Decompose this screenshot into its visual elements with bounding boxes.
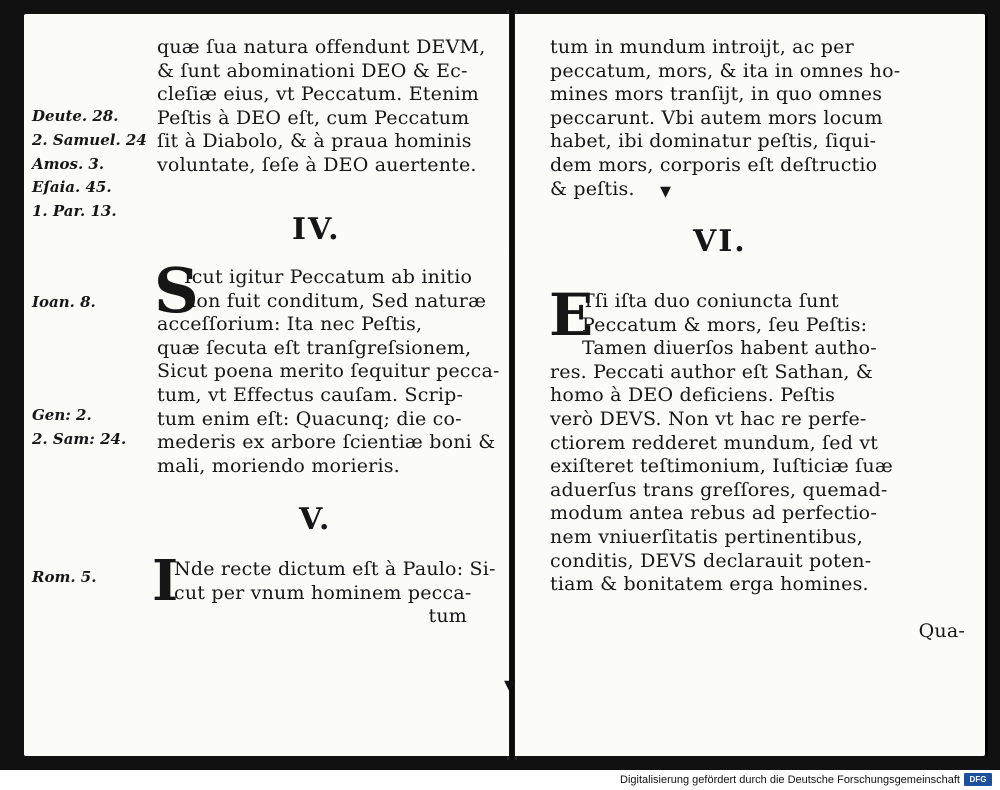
text-line: ctiorem redderet mundum, ſed vt (550, 431, 879, 454)
text-line: exiſteret teſtimonium, Iuſticiæ ſuæ (550, 455, 893, 478)
section-heading-iv: IV. (292, 212, 341, 247)
text-line: cut per vnum hominem pecca- (174, 581, 472, 604)
right-page (515, 14, 985, 756)
text-line: & peſtis. (550, 177, 635, 200)
text-line: quæ ſecuta eſt tranſgreſsionem, (157, 336, 472, 359)
section-heading-v: V. (299, 502, 332, 537)
text-line: Icut igitur Peccatum ab initio (184, 266, 473, 288)
margin-note: Eſaia. 45. (32, 178, 112, 196)
right-intro-text (550, 36, 970, 201)
text-line: habet, ibi dominatur peſtis, ſiqui- (550, 130, 877, 153)
drop-cap: S (154, 254, 199, 327)
margin-note: Gen: 2. (32, 406, 92, 424)
drop-cap: E (549, 281, 594, 349)
frame-edge (985, 14, 988, 756)
margin-note: Amos. 3. (32, 155, 105, 173)
text-line: verò DEVS. Non vt hac re perfe- (550, 407, 867, 430)
text-line: conditis, DEVS declarauit poten- (550, 549, 872, 572)
text-line: mali, moriendo morieris. (157, 454, 400, 477)
right-catch (775, 620, 965, 644)
section-v-text (157, 558, 507, 629)
ink-blot: ▾ (660, 178, 672, 204)
text-line: voluntate, ſeſe à DEO auertente. (157, 153, 477, 176)
text-line: quæ ſua natura offendunt DEVM, (157, 36, 486, 58)
margin-note: Deute. 28. (32, 107, 119, 125)
margin-note: Rom. 5. (32, 568, 97, 586)
drop-cap: I (152, 548, 179, 614)
text-line: Peccatum & mors, ſeu Peſtis: (582, 313, 868, 336)
text-line: Sicut poena merito ſequitur pecca- (157, 360, 500, 383)
text-line: homo à DEO deficiens. Peſtis (550, 384, 836, 407)
text-line: res. Peccati author eſt Sathan, & (550, 360, 874, 383)
text-line: tum enim eſt: Quacunq; die co- (157, 407, 462, 430)
text-line: cleſiæ eius, vt Peccatum. Etenim (157, 83, 479, 106)
left-intro-text (157, 36, 507, 178)
text-line: ſit à Diabolo, & à praua hominis (157, 130, 472, 153)
text-line: peccatum, mors, & ita in omnes ho- (550, 59, 901, 82)
ink-blot: ▾ (504, 672, 516, 698)
text-line: mines mors tranſijt, in quo omnes (550, 83, 883, 106)
left-page (24, 14, 509, 756)
text-line: Tamen diuerſos habent autho- (582, 337, 877, 360)
text-line: tum in mundum introijt, ac per (550, 36, 854, 58)
text-line: Tſi iſta duo coniuncta ſunt (582, 290, 839, 312)
text-line: aduerſus trans greſſores, quemad- (550, 478, 888, 501)
margin-note: 1. Par. 13. (32, 202, 117, 220)
catchword: Qua- (918, 620, 965, 642)
margin-note: 2. Samuel. 24 (32, 131, 147, 149)
text-line: modum antea rebus ad perfectio- (550, 502, 877, 525)
catchword: tum (428, 605, 467, 628)
text-line: acceſſorium: Ita nec Peſtis, (157, 313, 423, 336)
section-heading-vi: VI. (693, 224, 747, 259)
text-line: peccarunt. Vbi autem mors locum (550, 106, 883, 129)
text-line: dem mors, corporis eſt deſtructio (550, 153, 878, 176)
text-line: nem vniuerſitatis pertinentibus, (550, 525, 863, 548)
margin-note: 2. Sam: 24. (32, 430, 127, 448)
text-line: tiam & bonitatem erga homines. (550, 573, 869, 596)
margin-note: Ioan. 8. (32, 293, 96, 311)
footer-bar (0, 770, 1000, 790)
text-line: Peſtis à DEO eſt, cum Peccatum (157, 106, 470, 129)
text-line: mederis ex arbore ſcientiæ boni & (157, 431, 496, 454)
section-iv-text (157, 266, 507, 478)
text-line: Nde recte dictum eſt à Paulo: Si- (174, 558, 496, 580)
section-vi-text (550, 290, 970, 597)
dfg-logo-icon: DFG (964, 773, 992, 786)
text-line: non fuit conditum, Sed naturæ (184, 289, 487, 312)
text-line: & ſunt abominationi DEO & Ec- (157, 59, 468, 82)
digitization-credit: Digitalisierung gefördert durch die Deutsche Forschungsgemeinschaft (620, 774, 960, 786)
text-line: tum, vt Effectus cauſam. Scrip- (157, 383, 464, 406)
